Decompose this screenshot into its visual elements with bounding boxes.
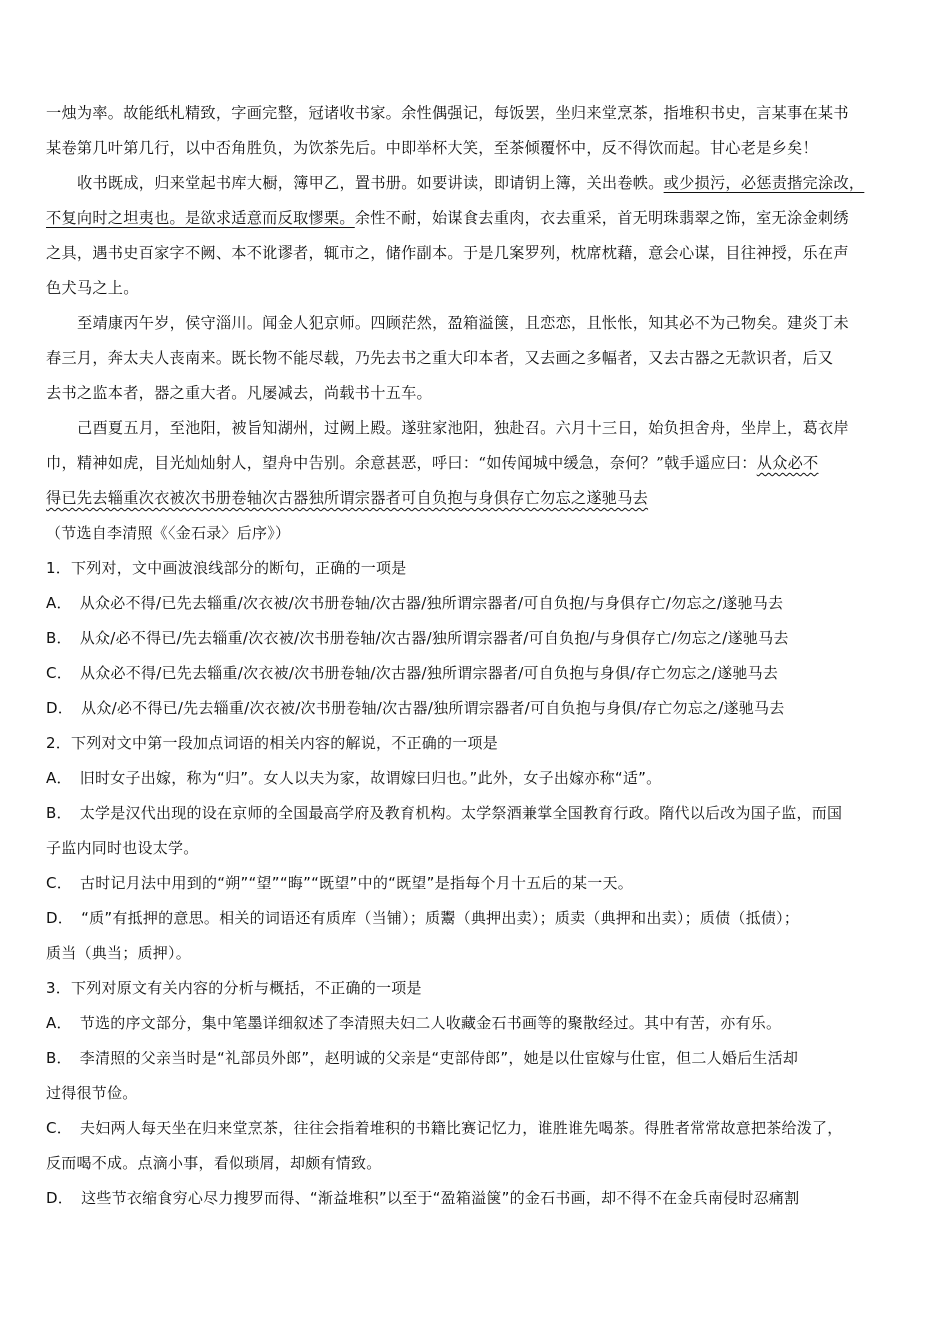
- option-b-continued: 过得很节俭。: [46, 1084, 138, 1102]
- option-text: 旧时女子出嫁，称为“归”。女人以夫为家，故谓嫁曰归也。”此外，女子出嫁亦称“适”。: [79, 769, 662, 787]
- underlined-sentence: 或少损污，必惩责揩完涂改，: [663, 174, 865, 192]
- option-text: 从众必不得/已先去辎重/次衣被/次书册卷轴/次古器/独所谓宗器者/可自负抱与身俱/存亡勿忘之/遂驰马去: [79, 664, 779, 682]
- option-b: [46, 796, 914, 831]
- passage-source: （节选自李清照《〈金石录〉后序》）: [46, 524, 291, 542]
- option-text: “质”有抵押的意思。相关的词语还有质库（当铺）；质鬻（典押出卖）；质卖（典押和出卖）；质债（抵债）；: [81, 909, 800, 927]
- option-b: [46, 621, 914, 656]
- passage-line: 至靖康丙午岁，侯守淄川。闻金人犯京师。四顾茫然，盈箱溢箧，且恋恋，且怅怅，知其必不为己物矣。建炎丁未: [77, 314, 849, 332]
- option-letter: C．: [46, 1119, 72, 1137]
- passage-line: [46, 201, 914, 236]
- option-c: [46, 1111, 914, 1146]
- passage-line: 之具，遇书史百家字不阙、本不讹谬者，辄市之，储作副本。于是几案罗列，枕席枕藉，意会心谋，目往神授，乐在声: [46, 244, 849, 262]
- option-letter: C．: [46, 664, 72, 682]
- option-a: [46, 1006, 914, 1041]
- option-a: [46, 761, 914, 796]
- option-c: [46, 866, 914, 901]
- passage-line: [46, 446, 914, 481]
- option-letter: A．: [46, 594, 72, 612]
- option-text: 太学是汉代出现的设在京师的全国最高学府及教育机构。太学祭酒兼掌全国教育行政。隋代以后改为国子监，而国: [79, 804, 843, 822]
- passage-line: 己酉夏五月，至池阳，被旨知湖州，过阙上殿。遂驻家池阳，独赴召。六月十三日，始负担舍舟，坐岸上，葛衣岸: [77, 419, 849, 437]
- option-text: 节选的序文部分，集中笔墨详细叙述了李清照夫妇二人收藏金石书画等的聚散经过。其中有苦，亦有乐。: [79, 1014, 782, 1032]
- option-text: 古时记月法中用到的“朔”“望”“晦”“既望”中的“既望”是指每个月十五后的某一天。: [79, 874, 633, 892]
- option-text: 从众/必不得已/先去辎重/次衣被/次书册卷轴/次古器/独所谓宗器者/可自负抱/与身俱存亡/勿忘之/遂驰马去: [79, 629, 789, 647]
- wavy-underlined-text: 从众必不: [756, 454, 819, 472]
- passage-line: 色犬马之上。: [46, 279, 139, 297]
- option-letter: D．: [46, 699, 74, 717]
- passage-line: 某卷第几叶第几行，以中否角胜负，为饮茶先后。中即举杯大笑，至茶倾覆怀中，反不得饮而起。甘心老是乡矣！: [46, 139, 818, 157]
- option-letter: B．: [46, 804, 72, 822]
- question-stem: 1．下列对，文中画波浪线部分的断句，正确的一项是: [46, 559, 407, 577]
- passage-text: 余性不耐，始谋食去重肉，衣去重采，首无明珠翡翠之饰，室无涂金刺绣: [354, 209, 849, 227]
- option-text: 这些节衣缩食穷心尽力搜罗而得、“渐益堆积”以至于“盈箱溢箧”的金石书画，却不得不在金兵南侵时忍痛割: [81, 1189, 800, 1207]
- underlined-sentence: 不复向时之坦夷也。是欲求适意而反取憀栗。: [46, 209, 355, 227]
- option-b: [46, 1041, 914, 1076]
- option-letter: D．: [46, 1189, 74, 1207]
- question-stem: 3．下列对原文有关内容的分析与概括，不正确的一项是: [46, 979, 422, 997]
- wavy-underlined-text: 得已先去辎重次衣被次书册卷轴次古器独所谓宗器者可自负抱与身俱存亡勿忘之遂驰马去: [46, 489, 649, 507]
- option-letter: C．: [46, 874, 72, 892]
- option-c: [46, 656, 914, 691]
- option-d: [46, 901, 914, 936]
- option-a: [46, 586, 914, 621]
- option-text: 从众/必不得已/先去辎重/次衣被/次书册卷轴/次古器/独所谓宗器者/可自负抱与身俱/存亡勿忘之/遂驰马去: [81, 699, 785, 717]
- passage-line: [46, 166, 914, 201]
- question-stem: 2．下列对文中第一段加点词语的相关内容的解说，不正确的一项是: [46, 734, 499, 752]
- option-text: 夫妇两人每天坐在归来堂烹茶，往往会指着堆积的书籍比赛记忆力，谁胜谁先喝茶。得胜者常常故意把茶给泼了，: [79, 1119, 843, 1137]
- passage-line: 春三月，奔太夫人丧南来。既长物不能尽载，乃先去书之重大印本者，又去画之多幅者，又去古器之无款识者，后又: [46, 349, 834, 367]
- passage-line: [46, 481, 914, 516]
- question-2: [46, 726, 914, 971]
- option-letter: B．: [46, 1049, 72, 1067]
- option-letter: A．: [46, 769, 72, 787]
- option-text: 从众必不得/已先去辎重/次衣被/次书册卷轴/次古器/独所谓宗器者/可自负抱/与身俱存亡/勿忘之/遂驰马去: [79, 594, 784, 612]
- passage-text: 巾，精神如虎，目光灿灿射人，望舟中告别。余意甚恶，呼曰：“如传闻城中缓急，奈何？”戟手遥应曰：: [46, 454, 757, 472]
- option-c-continued: 反而喝不成。点滴小事，看似琐屑，却颇有情致。: [46, 1154, 382, 1172]
- question-1: [46, 551, 914, 726]
- option-d: [46, 1181, 914, 1216]
- option-letter: D．: [46, 909, 74, 927]
- passage-line: 去书之监本者，器之重大者。凡屡减去，尚载书十五车。: [46, 384, 432, 402]
- document-page: [46, 96, 914, 1216]
- option-letter: A．: [46, 1014, 72, 1032]
- passage-text: 收书既成，归来堂起书库大橱，簿甲乙，置书册。如要讲读，即请钥上簿，关出卷帙。: [77, 174, 664, 192]
- classical-passage: [46, 96, 914, 551]
- option-text: 李清照的父亲当时是“礼部员外郎”，赵明诚的父亲是“吏部侍郎”，她是以仕宦嫁与仕宦，但二人婚后生活却: [79, 1049, 799, 1067]
- option-letter: B．: [46, 629, 72, 647]
- question-3: [46, 971, 914, 1216]
- passage-line: 一烛为率。故能纸札精致，字画完整，冠诸收书家。余性偶强记，每饭罢，坐归来堂烹茶，指堆积书史，言某事在某书: [46, 104, 849, 122]
- option-d-continued: 质当（典当；质押）。: [46, 944, 192, 962]
- option-b-continued: 子监内同时也设太学。: [46, 839, 199, 857]
- option-d: [46, 691, 914, 726]
